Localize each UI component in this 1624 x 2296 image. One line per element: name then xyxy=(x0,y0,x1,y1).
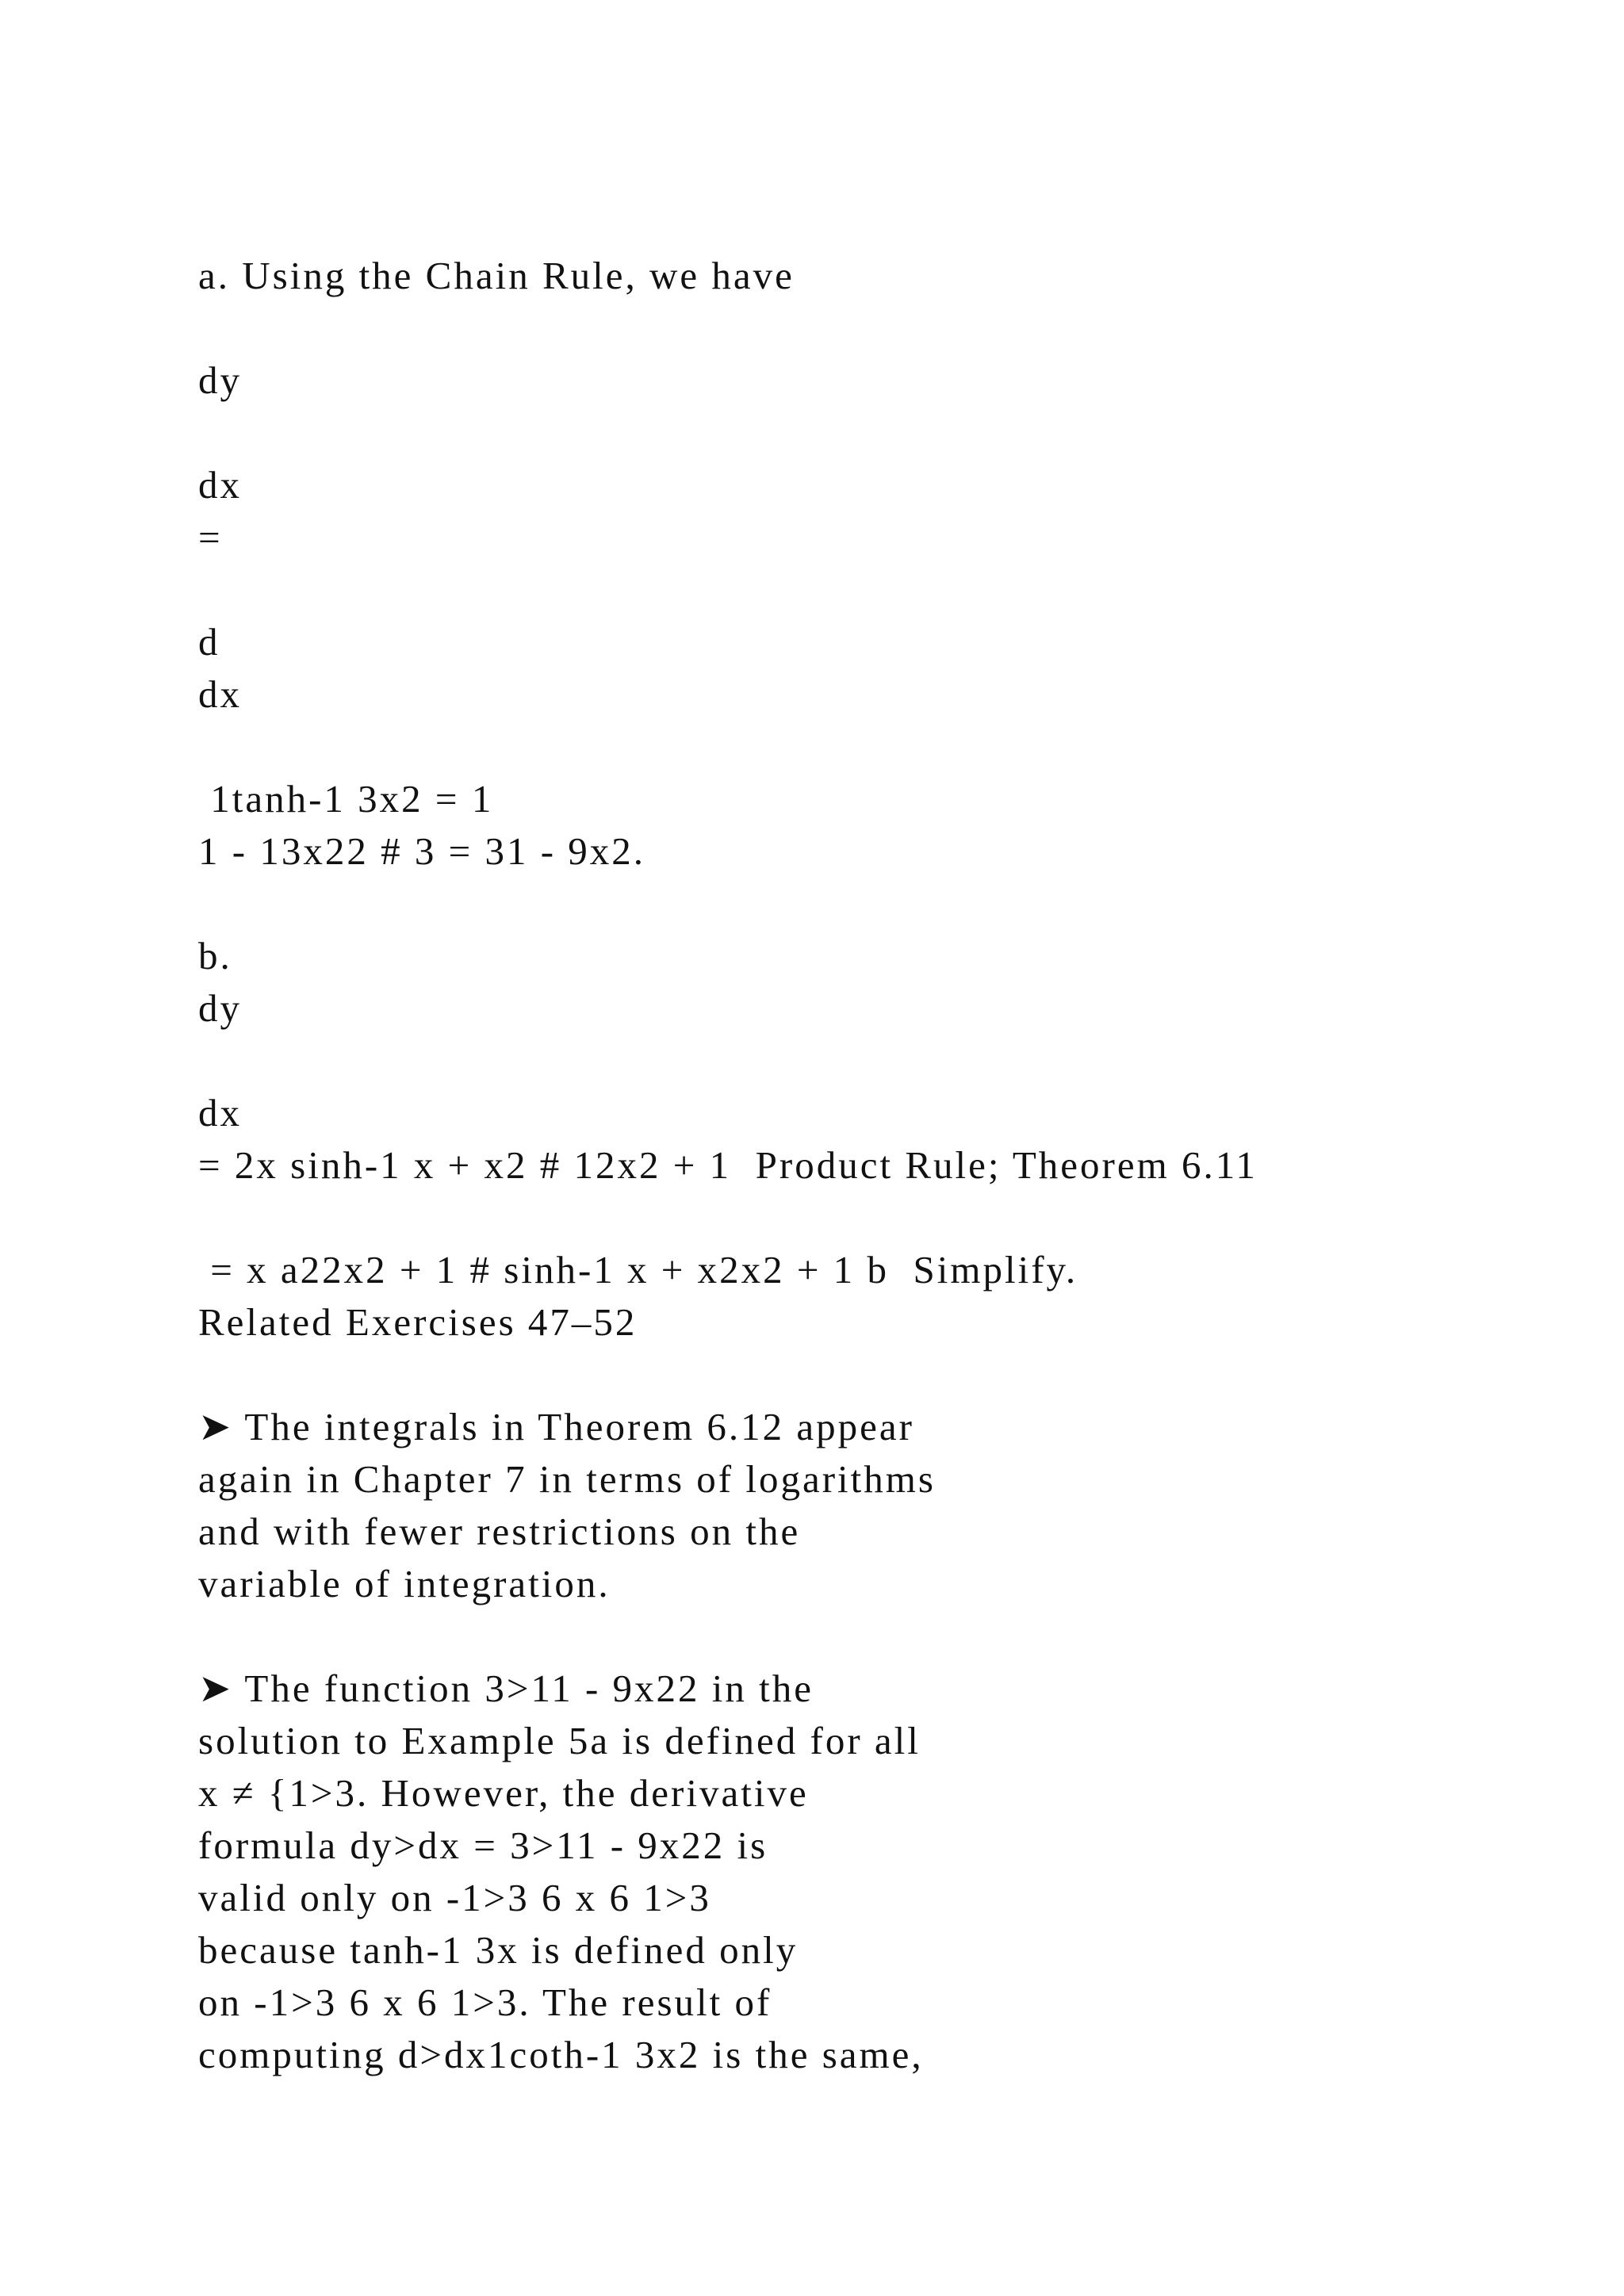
note1-line-3: and with fewer restrictions on the xyxy=(198,1510,801,1553)
note2-line-4: formula dy>dx = 3>11 - 9x22 is xyxy=(198,1823,768,1867)
example-a-intro-line: a. Using the Chain Rule, we have xyxy=(198,254,795,297)
note2-line-7: on -1>3 6 x 6 1>3. The result of xyxy=(198,1980,772,2024)
operator-denominator-dx: dx xyxy=(198,672,242,716)
derivative-denominator-dx-b: dx xyxy=(198,1091,242,1135)
derivative-numerator-dy-b: dy xyxy=(198,986,242,1030)
note1-line-2: again in Chapter 7 in terms of logarithms xyxy=(198,1457,936,1501)
equals-sign: = xyxy=(198,515,223,559)
example-b-label: b. xyxy=(198,934,232,978)
note2-line-3: x ≠ {1>3. However, the derivative xyxy=(198,1771,809,1815)
simplify-line: = x a22x2 + 1 # sinh-1 x + x2x2 + 1 b Simplify. xyxy=(198,1248,1078,1292)
derivative-denominator-dx: dx xyxy=(198,463,242,507)
tanh-expression-line: 1tanh-1 3x2 = 1 xyxy=(198,777,494,821)
note2-line-6: because tanh-1 3x is defined only xyxy=(198,1928,799,1972)
note2-line-8: computing d>dx1coth-1 3x2 is the same, xyxy=(198,2033,924,2076)
note1-line-4: variable of integration. xyxy=(198,1562,611,1605)
product-rule-line: = 2x sinh-1 x + x2 # 12x2 + 1 Product Rule; Theorem 6.11 xyxy=(198,1143,1258,1187)
related-exercises-line: Related Exercises 47–52 xyxy=(198,1300,638,1344)
note2-line-5: valid only on -1>3 6 x 6 1>3 xyxy=(198,1876,711,1919)
derivative-numerator-dy: dy xyxy=(198,358,242,402)
note2-line-1: ➤ The function 3>11 - 9x22 in the xyxy=(198,1667,814,1710)
tanh-result-line: 1 - 13x22 # 3 = 31 - 9x2. xyxy=(198,829,646,873)
operator-numerator-d: d xyxy=(198,620,220,664)
note1-line-1: ➤ The integrals in Theorem 6.12 appear xyxy=(198,1405,914,1448)
note2-line-2: solution to Example 5a is defined for all xyxy=(198,1719,921,1762)
